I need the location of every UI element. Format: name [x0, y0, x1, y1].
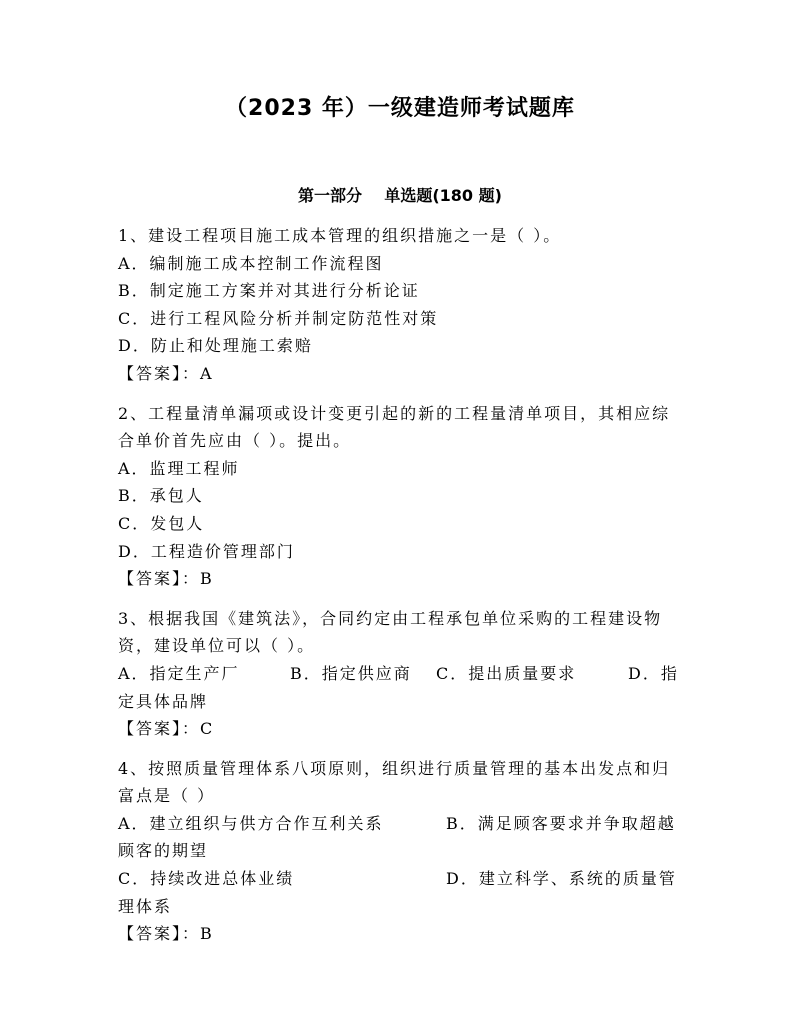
question-list — [118, 222, 678, 948]
option-d-continued: 定具体品牌 — [118, 691, 209, 711]
option-b: B．满足顾客要求并争取超越 — [446, 813, 676, 833]
option-b: B．承包人 — [118, 486, 204, 506]
option-b: B．制定施工方案并对其进行分析论证 — [118, 281, 420, 301]
option-c: C．进行工程风险分析并制定防范性对策 — [118, 308, 439, 328]
question-4 — [118, 755, 678, 948]
option-d: D．指 — [628, 663, 679, 683]
answer: 【答案】：B — [118, 924, 214, 944]
options-row — [118, 865, 678, 893]
question-stem: 1、建设工程项目施工成本管理的组织措施之一是（ ）。 — [118, 226, 562, 245]
question-1 — [118, 222, 678, 388]
option-c: C．提出质量要求 — [436, 663, 577, 683]
answer: 【答案】：B — [118, 569, 214, 589]
option-c: C．持续改进总体业绩 — [118, 869, 295, 889]
option-a: A．编制施工成本控制工作流程图 — [118, 253, 384, 273]
option-d-continued: 理体系 — [118, 896, 173, 916]
option-a: A．指定生产厂 — [118, 663, 240, 683]
option-c: C．发包人 — [118, 513, 205, 533]
document-title: （2023 年）一级建造师考试题库 — [225, 96, 575, 121]
option-d: D．防止和处理施工索赔 — [118, 336, 313, 356]
option-a: A．监理工程师 — [118, 458, 240, 478]
section-title: 第一部分 单选题(180 题) — [298, 186, 502, 205]
question-stem: 2、工程量清单漏项或设计变更引起的新的工程量清单项目，其相应综 — [118, 403, 671, 423]
question-stem-continued: 富点是（ ） — [118, 786, 216, 806]
options-row — [118, 660, 678, 688]
option-a: A．建立组织与供方合作互利关系 — [118, 813, 384, 833]
question-3 — [118, 605, 678, 743]
question-stem-continued: 合单价首先应由（ ）。提出。 — [118, 431, 352, 451]
question-stem-continued: 资，建设单位可以（ ）。 — [118, 636, 316, 656]
answer: 【答案】：C — [118, 719, 215, 739]
option-d: D．建立科学、系统的质量管 — [446, 869, 677, 889]
options-row — [118, 810, 678, 838]
option-d: D．工程造价管理部门 — [118, 541, 295, 561]
option-b-continued: 顾客的期望 — [118, 841, 209, 861]
option-b: B．指定供应商 — [290, 663, 412, 683]
answer: 【答案】：A — [118, 363, 214, 383]
question-stem: 4、按照质量管理体系八项原则，组织进行质量管理的基本出发点和归 — [118, 758, 671, 778]
question-stem: 3、根据我国《建筑法》，合同约定由工程承包单位采购的工程建设物 — [118, 608, 663, 628]
question-2 — [118, 400, 678, 593]
